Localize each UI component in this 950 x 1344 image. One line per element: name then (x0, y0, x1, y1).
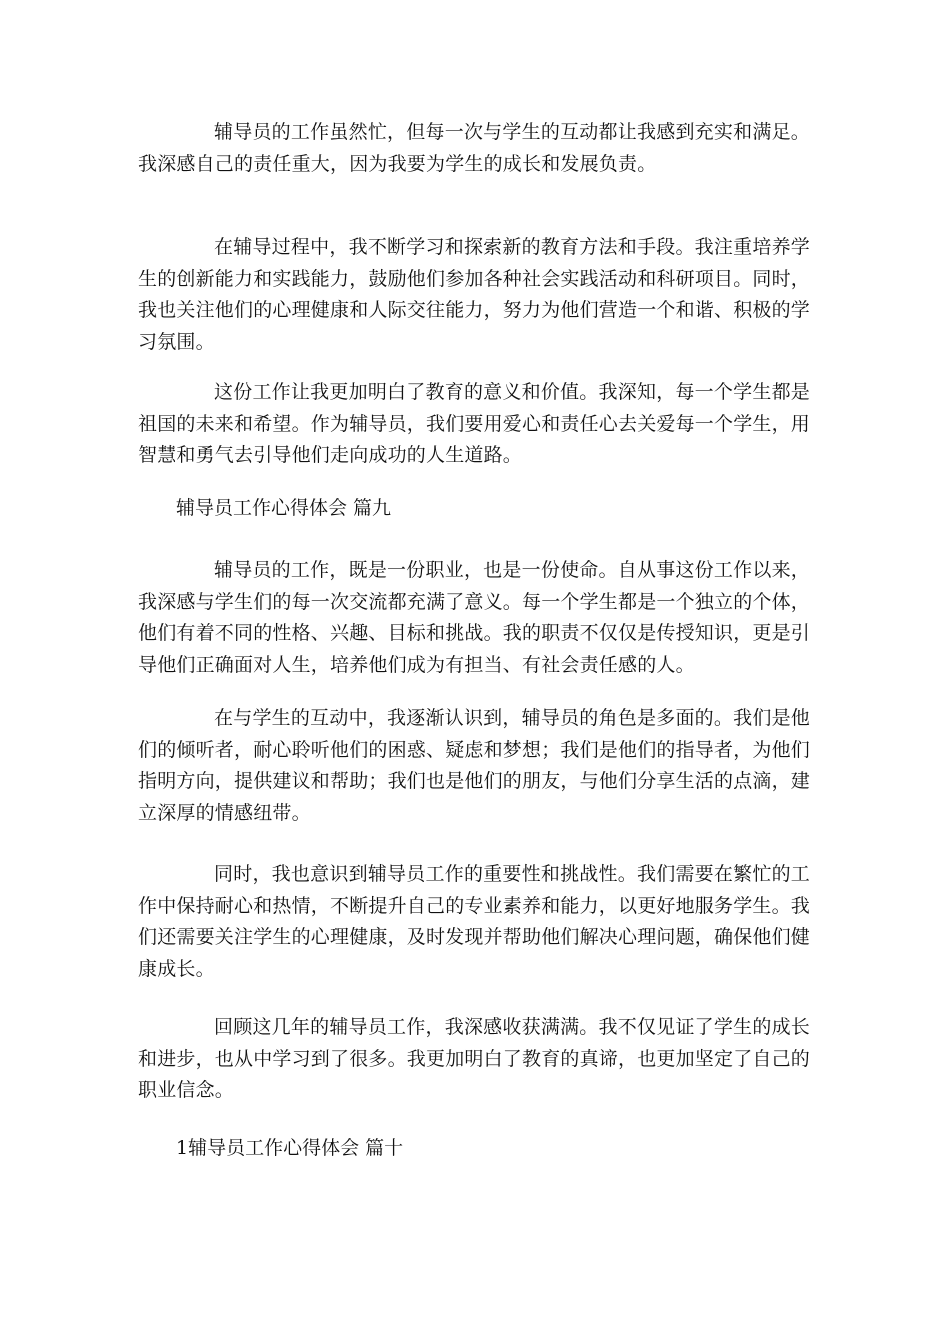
paragraph-6: 同时，我也意识到辅导员工作的重要性和挑战性。我们需要在繁忙的工作中保持耐心和热情，不断提升自己的专业素养和能力，以更好地服务学生。我们还需要关注学生的心理健康，及时发现并帮助他们解决心理问题，确保他们健康成长。 (138, 863, 811, 980)
section-heading-9: 辅导员工作心得体会 篇九 (176, 497, 392, 519)
paragraph-7: 回顾这几年的辅导员工作，我深感收获满满。我不仅见证了学生的成长和进步，也从中学习到了很多。我更加明白了教育的真谛，也更加坚定了自己的职业信念。 (138, 1016, 811, 1101)
paragraph-3: 这份工作让我更加明白了教育的意义和价值。我深知，每一个学生都是祖国的未来和希望。作为辅导员，我们要用爱心和责任心去关爱每一个学生，用智慧和勇气去引导他们走向成功的人生道路。 (138, 381, 811, 466)
section-heading-10: 1辅导员工作心得体会 篇十 (176, 1137, 404, 1159)
paragraph-1: 辅导员的工作虽然忙，但每一次与学生的互动都让我感到充实和满足。我深感自己的责任重大，因为我要为学生的成长和发展负责。 (138, 121, 810, 175)
paragraph-2: 在辅导过程中，我不断学习和探索新的教育方法和手段。我注重培养学生的创新能力和实践能力，鼓励他们参加各种社会实践活动和科研项目。同时，我也关注他们的心理健康和人际交往能力，努力为他们营造一个和谐、积极的学习氛围。 (138, 236, 811, 353)
paragraph-4: 辅导员的工作，既是一份职业，也是一份使命。自从事这份工作以来，我深感与学生们的每一次交流都充满了意义。每一个学生都是一个独立的个体，他们有着不同的性格、兴趣、目标和挑战。我的职责不仅仅是传授知识，更是引导他们正确面对人生，培养他们成为有担当、有社会责任感的人。 (138, 559, 811, 676)
paragraph-5: 在与学生的互动中，我逐渐认识到，辅导员的角色是多面的。我们是他们的倾听者，耐心聆听他们的困惑、疑虑和梦想；我们是他们的指导者，为他们指明方向，提供建议和帮助；我们也是他们的朋友，与他们分享生活的点滴，建立深厚的情感纽带。 (138, 707, 811, 824)
